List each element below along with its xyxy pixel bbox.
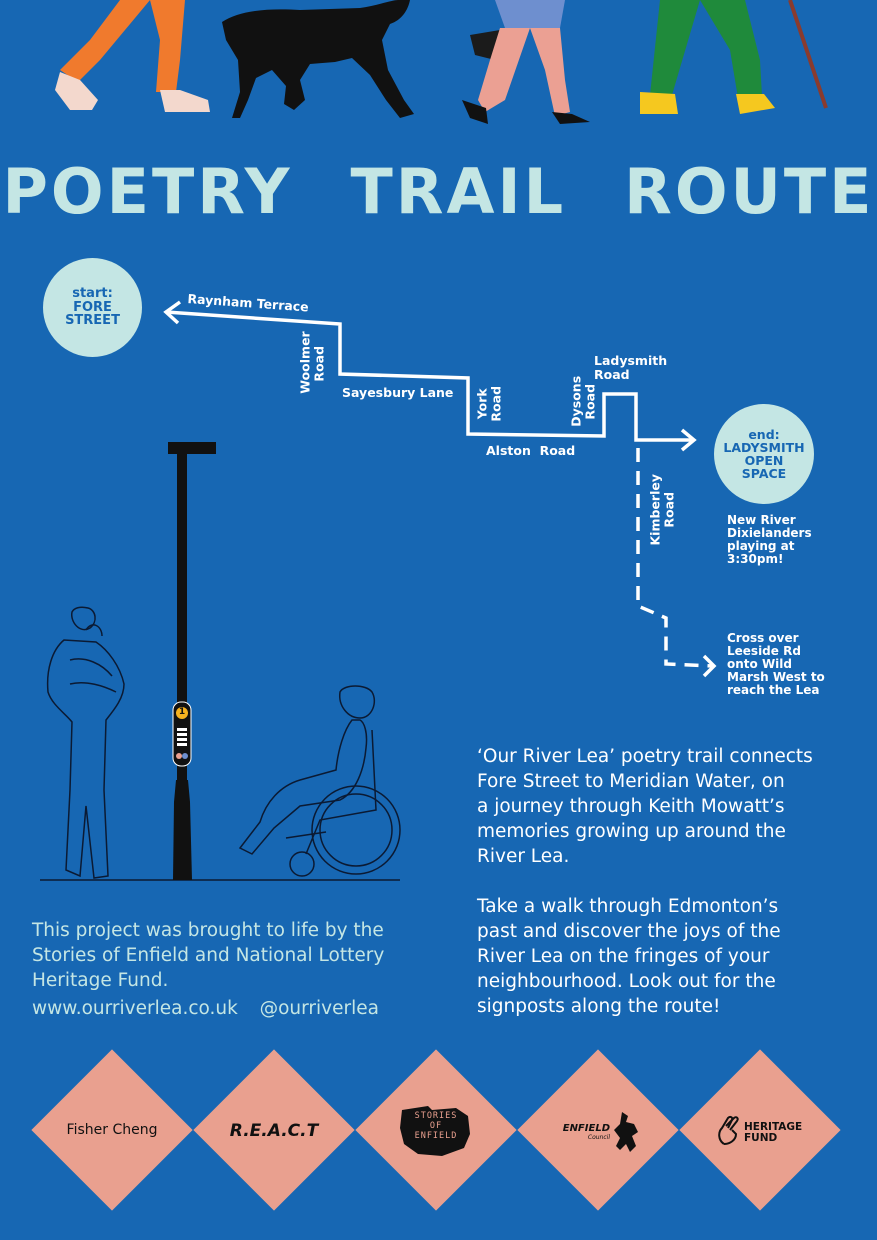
stories-logo-line: STORIES	[414, 1111, 458, 1121]
credits-block	[32, 918, 452, 1021]
start-place-line2: STREET	[65, 313, 120, 329]
intro-paragraph-2	[477, 894, 857, 1019]
crossing-note-line: reach the Lea	[727, 683, 820, 697]
band-note-line: Dixielanders	[727, 526, 812, 540]
enfield-logo-line1: ENFIELD	[562, 1123, 610, 1134]
road-dysons-line1: Dysons	[568, 375, 584, 427]
road-woolmer	[297, 331, 326, 394]
heritage-logo-text	[744, 1122, 802, 1144]
intro-line: neighbourhood. Look out for the	[477, 971, 776, 992]
enfield-logo-line2: Council	[587, 1134, 610, 1141]
stories-logo-text	[356, 1111, 516, 1141]
road-kimberley	[648, 470, 676, 550]
band-note-line: 3:30pm!	[727, 552, 784, 566]
partner-fisher-label: Fisher Cheng	[66, 1122, 158, 1138]
title-word-trail: TRAIL	[350, 155, 567, 228]
credits-line: This project was brought to life by the	[32, 920, 384, 941]
signpost-number: 1	[178, 707, 186, 717]
band-note	[727, 514, 812, 566]
end-place-line2: OPEN	[744, 453, 784, 468]
signpost-illustration	[0, 430, 440, 890]
stories-logo-line: ENFIELD	[414, 1131, 458, 1141]
road-ladysmith-line2: Road	[594, 366, 630, 382]
crossed-fingers-icon	[716, 1114, 742, 1146]
start-label: start:	[72, 286, 113, 302]
road-kimberley-line1: Kimberley	[647, 474, 663, 546]
band-note-line: playing at	[727, 539, 795, 553]
road-york-line1: York	[474, 388, 490, 420]
road-ladysmith	[594, 354, 667, 382]
credits-line: Stories of Enfield and National Lottery	[32, 945, 385, 966]
enfield-logo-text	[558, 1123, 610, 1141]
intro-line: River Lea.	[477, 846, 570, 867]
road-woolmer-line2: Road	[311, 345, 326, 382]
partner-heritage-fund	[680, 1050, 841, 1211]
road-york-line2: Road	[488, 385, 503, 422]
road-sayesbury-lane: Sayesbury Lane	[342, 385, 454, 400]
crossing-note-line: Cross over	[727, 631, 799, 645]
partner-react	[194, 1050, 355, 1211]
partner-stories-of-enfield	[356, 1050, 517, 1211]
title-word-route: ROUTE	[624, 155, 875, 228]
crossing-note-line: Marsh West to	[727, 670, 825, 684]
crossing-note	[727, 632, 825, 697]
social-handle-link[interactable]: @ourriverlea	[259, 998, 379, 1019]
road-kimberley-line2: Road	[661, 491, 676, 528]
heritage-logo-line1: HERITAGE	[744, 1121, 803, 1133]
road-woolmer-line1: Woolmer	[297, 331, 313, 394]
enfield-beast-icon	[612, 1110, 640, 1154]
road-ladysmith-line1: Ladysmith	[594, 353, 668, 368]
start-marker	[43, 258, 142, 357]
heritage-logo-line2: FUND	[744, 1132, 778, 1144]
band-note-line: New River	[727, 513, 796, 527]
end-place-line3: SPACE	[741, 466, 787, 482]
intro-paragraph-1	[477, 744, 857, 869]
end-marker	[714, 404, 814, 504]
intro-line: past and discover the joys of the	[477, 921, 781, 942]
road-york	[475, 384, 503, 424]
end-place-line1: LADYSMITH	[723, 439, 805, 455]
road-alston: Alston Road	[486, 443, 576, 458]
start-place-line1: FORE	[73, 299, 112, 315]
crossing-note-line: Leeside Rd	[727, 644, 801, 658]
credits-line: Heritage Fund.	[32, 970, 169, 991]
road-raynham-terrace: Raynham Terrace	[187, 291, 310, 315]
road-dysons-line2: Road	[582, 383, 597, 420]
end-label: end:	[748, 426, 780, 442]
website-link[interactable]: www.ourriverlea.co.uk	[32, 998, 238, 1019]
partner-enfield-council	[518, 1050, 679, 1211]
partner-react-label: R.E.A.C.T	[229, 1121, 319, 1141]
intro-line: ‘Our River Lea’ poetry trail connects	[477, 746, 813, 767]
intro-line: Take a walk through Edmonton’s	[477, 896, 779, 917]
intro-line: memories growing up around the	[477, 821, 786, 842]
intro-line: River Lea on the fringes of your	[477, 946, 770, 967]
crossing-note-line: onto Wild	[727, 657, 792, 671]
partner-fisher-cheng	[32, 1050, 193, 1211]
intro-line: Fore Street to Meridian Water, on	[477, 771, 785, 792]
stories-logo-line: OF	[429, 1121, 443, 1131]
road-dysons	[569, 377, 597, 427]
intro-line: signposts along the route!	[477, 996, 721, 1017]
title-word-poetry: POETRY	[2, 155, 293, 228]
intro-line: a journey through Keith Mowatt’s	[477, 796, 785, 817]
